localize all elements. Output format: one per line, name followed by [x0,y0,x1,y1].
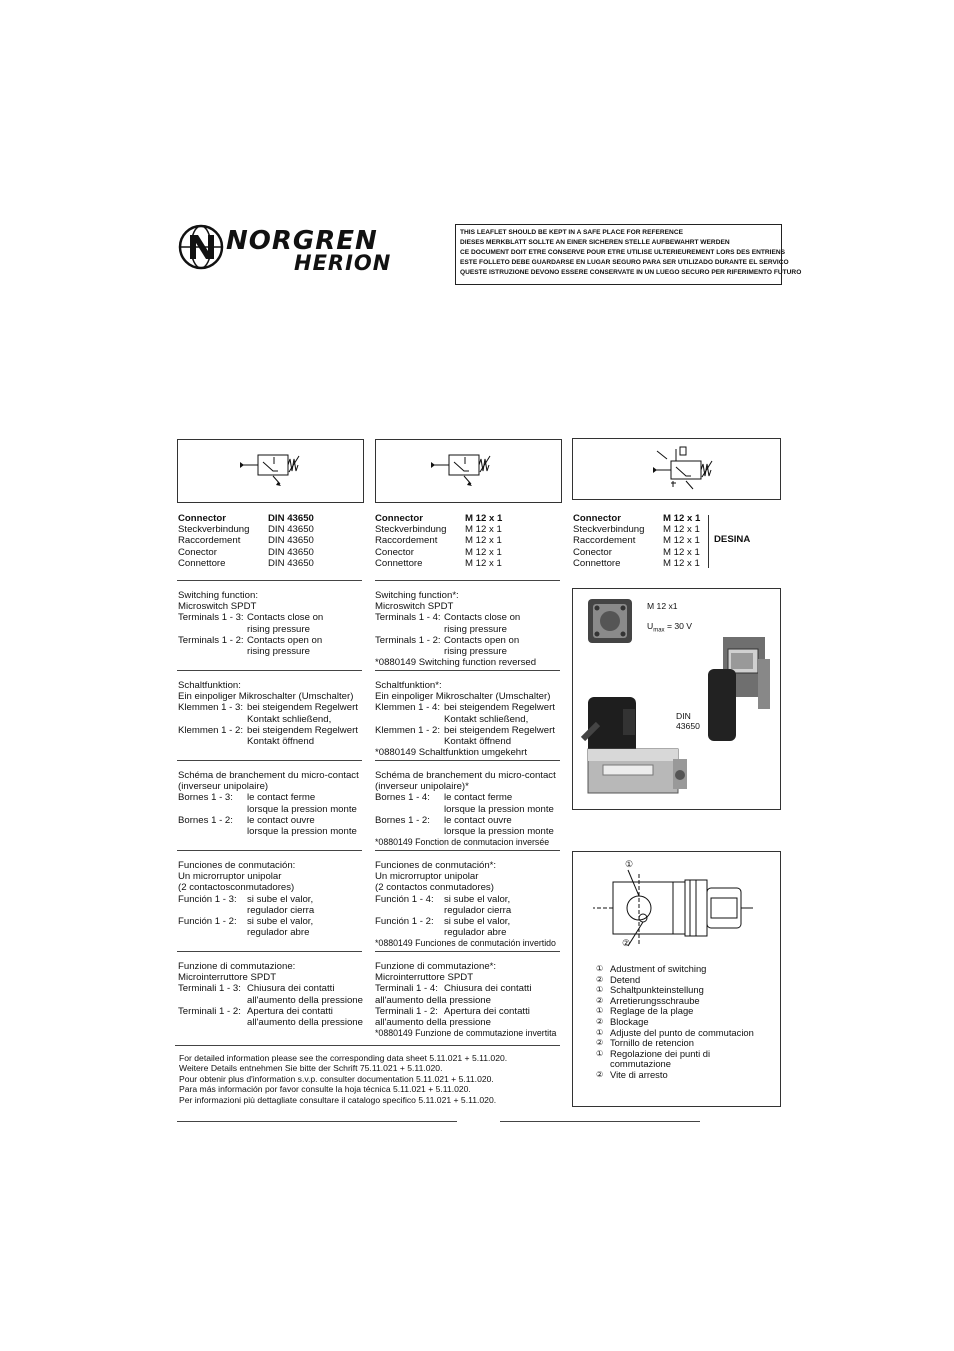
terminal-text: si sube el valor, [247,893,314,905]
switching-function-fr-1 [178,770,359,837]
connector-table-2 [375,513,560,569]
section-title: Schaltfunktion: [178,680,241,691]
terminal-text: Apertura dei contatti [444,1005,530,1017]
terminal-label: Función 1 - 4: [375,893,434,905]
terminal-label: Bornes 1 - 2: [178,814,233,826]
legend-text: Detend [610,973,641,985]
section-title: Switching function: [178,590,258,601]
data-sheet-reference [179,1053,507,1105]
divider [177,850,362,851]
switching-function-en-1 [178,590,323,657]
value: M 12 x 1 [663,557,700,569]
label: Conector [178,546,217,558]
value: DIN 43650 [268,546,314,558]
terminal-label: Bornes 1 - 4: [375,792,430,804]
section-title: Schéma de branchement du micro-contact [178,770,359,781]
divider [177,951,362,952]
label: Steckverbindung [178,524,250,536]
notice-line: ESTE FOLLETO DEBE GUARDARSE EN LUGAR SEGURO PARA SER UTILIZADO DURANTE EL SERVICO [460,259,789,266]
terminal-text: bei steigendem Regelwert [247,702,358,714]
pressure-switch-symbol-icon [178,440,363,502]
terminal-label: Terminals 1 - 3: [178,612,244,624]
terminal-label: Klemmen 1 - 2: [178,724,244,736]
section-sub: Un microrruptor unipolar [375,871,479,883]
terminal-label: Terminali 1 - 4: [375,983,438,995]
terminal-text: bei steigendem Regelwert [247,724,358,736]
terminal-text: le contact ouvre [444,814,512,826]
terminal-text: Contacts close on [444,612,521,624]
terminal-text: Chiusura dei contatti [247,983,335,995]
label: Connector [573,513,621,524]
reference-line: Weitere Details entnehmen Sie bitte der Schrift 75.11.021 + 5.11.020. [179,1063,443,1074]
terminal-text: Contacts close on [247,612,324,624]
terminal-text: all'aumento della pressione [375,1017,491,1029]
din-line: 43650 [676,721,700,732]
terminal-text: rising pressure [247,646,310,658]
label: Connector [375,513,423,524]
label: Raccordement [573,535,636,547]
umax-value: = 30 V [664,621,693,631]
notice-line: CE DOCUMENT DOIT ETRE CONSERVE POUR ETRE UTILISE ULTERIEUREMENT LORS DES ENTRIENS [460,249,786,256]
value: M 12 x 1 [465,546,502,558]
label: Connector [178,513,226,524]
terminal-label: Terminals 1 - 4: [375,612,441,624]
callout-1: ① [625,859,634,869]
terminal-text: le contact ferme [247,792,316,804]
bottom-rule-right [500,1121,700,1122]
reversed-note: *0880149 Switching function reversed [375,657,537,669]
section-title: Funzione di commutazione: [178,961,296,972]
label: Steckverbindung [375,524,447,536]
umax-label [647,621,692,636]
desina-label: DESINA [714,534,751,545]
value: M 12 x 1 [663,513,701,524]
terminal-text: rising pressure [444,623,507,635]
legend-text: Tornillo de retencion [610,1037,694,1049]
value: DIN 43650 [268,524,314,536]
label: Raccordement [375,535,438,547]
terminal-label: Función 1 - 2: [375,916,434,928]
legend-number: ① [596,964,604,973]
terminal-label: Bornes 1 - 2: [375,814,430,826]
reference-line: Pour obtenir plus d'information s.v.p. consulter documentation 5.11.021 + 5.11.020. [179,1073,494,1084]
section-sub: (2 contactos conmutadores) [375,882,494,894]
reversed-note: *0880149 Funciones de conmutación invertido [375,938,556,949]
terminal-text: regulador abre [247,927,310,939]
terminal-label: Klemmen 1 - 4: [375,702,441,714]
globe-n-icon [178,224,224,270]
legend-number: ② [596,1069,604,1079]
adjustment-drawing-box [572,851,781,1107]
switching-function-it-2 [375,961,556,1039]
terminal-label: Terminali 1 - 3: [178,983,241,995]
divider [375,760,560,761]
switch-symbol-box-2 [375,439,562,503]
terminal-label: Terminali 1 - 2: [178,1005,241,1017]
legend-text: Schaltpunkteinstellung [610,984,704,996]
terminal-label: Klemmen 1 - 2: [375,724,441,736]
adjustment-legend [596,964,776,1081]
terminal-text: si sube el valor, [444,893,511,905]
terminal-text: Kontakt schließend, [444,713,529,725]
reversed-note: *0880149 Funzione de commutazione invertita [375,1028,557,1039]
terminal-text: le contact ouvre [247,814,315,826]
terminal-text: bei steigendem Regelwert [444,702,555,714]
terminal-label: Función 1 - 2: [178,916,237,928]
notice-line: THIS LEAFLET SHOULD BE KEPT IN A SAFE PLACE FOR REFERENCE [460,229,683,236]
terminal-text: Apertura dei contatti [247,1005,333,1017]
section-sub: (inverseur unipolaire)* [375,781,469,793]
terminal-text: Kontakt öffnend [247,736,315,748]
bottom-rule-left [177,1121,457,1122]
callout-2: ② [622,938,631,948]
terminal-label: Terminali 1 - 2: [375,1005,438,1017]
brand-logo [178,222,418,274]
legend-text: Blockage [610,1015,649,1027]
section-title: Schéma de branchement du micro-contact [375,770,556,781]
din-line: DIN [676,711,691,721]
divider [177,670,362,671]
terminal-text: lorsque la pression monte [444,826,554,838]
legend-text: Adjuste del punto de commutacion [610,1026,754,1038]
switching-function-fr-2 [375,770,556,848]
value: DIN 43650 [268,535,314,547]
section-sub: Un microrruptor unipolar [178,871,282,883]
reference-line: Per informazioni più dettagliate consultare il catalogo specifico 5.11.021 + 5.11.020. [179,1094,497,1105]
switching-function-en-2 [375,590,536,668]
divider [375,850,560,851]
value: M 12 x 1 [465,557,502,569]
reversed-note: *0880149 Schaltfunktion umgekehrt [375,747,528,759]
label: Raccordement [178,535,241,547]
label: Connettore [375,557,423,569]
adjustment-screw-drawing-icon [573,852,780,952]
legend-number: ① [596,985,604,995]
label: Connettore [178,557,226,569]
terminal-text: all'aumento della pressione [247,1017,363,1029]
value: DIN 43650 [268,557,314,569]
m12-label: M 12 x1 [647,601,678,611]
section-sub: Ein einpoliger Mikroschalter (Umschalter) [375,691,551,703]
legend-number: ① [596,1048,604,1058]
terminal-text: Contacts open on [247,634,323,646]
section-title: Funciones de conmutación*: [375,860,497,871]
switch-symbol-box-1 [177,439,364,503]
section-sub: Microswitch SPDT [375,601,454,613]
legend-text: Adustment of switching [610,963,707,974]
terminal-text: regulador abre [444,927,507,939]
legend-item [596,1070,776,1081]
section-sub: Microswitch SPDT [178,601,257,613]
connector-table-1 [178,513,363,569]
section-sub: Microinterruttore SPDT [178,972,277,984]
terminal-text: regulador cierra [247,904,315,916]
terminal-text: rising pressure [444,646,507,658]
switch-symbol-box-3 [572,438,781,500]
section-title: Switching function*: [375,590,459,601]
legend-item [596,964,776,975]
logo-herion: HERION [294,251,392,275]
legend-text: Arretierungsschraube [610,994,700,1006]
legend-number [596,1059,610,1070]
section-title: Schaltfunktion*: [375,680,442,691]
switching-function-de-1 [178,680,358,747]
legend-text: Regolazione dei punti di [610,1047,711,1059]
legend-number: ① [596,1027,604,1037]
legend-number: ② [596,995,604,1005]
reference-line: For detailed information please see the corresponding data sheet 5.11.021 + 5.11.020. [179,1053,508,1063]
legend-text: commutazione [610,1058,671,1070]
terminal-text: all'aumento della pressione [247,994,363,1006]
reversed-note: *0880149 Fonction de conmutacion inversée [375,837,550,848]
label: Steckverbindung [573,524,645,536]
pressure-switch-symbol-icon [376,440,561,502]
label: Conector [375,546,414,558]
switching-function-it-1 [178,961,363,1028]
notice-line: DIESES MERKBLATT SOLLTE AN EINER SICHEREN STELLE AUFBEWAHRT WERDEN [460,239,730,246]
switching-function-de-2 [375,680,555,758]
label: Conector [573,546,612,558]
terminal-text: lorsque la pression monte [247,826,357,838]
terminal-text: lorsque la pression monte [444,803,554,815]
legend-number: ② [596,974,604,984]
terminal-text: rising pressure [247,623,310,635]
terminal-text: lorsque la pression monte [247,803,357,815]
legend-number: ② [596,1016,604,1026]
terminal-label: Klemmen 1 - 3: [178,702,244,714]
pressure-switch-symbol-icon [573,439,780,499]
terminal-text: regulador cierra [444,904,512,916]
terminal-text: Chiusura dei contatti [444,983,532,995]
label: Connettore [573,557,621,569]
value: M 12 x 1 [465,535,502,547]
terminal-text: Kontakt schließend, [247,713,332,725]
divider [375,670,560,671]
value: M 12 x 1 [663,535,700,547]
value: M 12 x 1 [465,513,503,524]
legend-text: Vite di arresto [610,1068,668,1080]
umax-u: U [647,621,654,631]
divider [177,760,362,761]
safekeeping-notice [455,224,802,285]
din-label [676,711,700,732]
divider [375,951,560,952]
desina-divider [708,515,709,568]
reference-line: Para más información por favor consulte la hoja técnica 5.11.021 + 5.11.020. [179,1084,471,1095]
terminal-label: Terminals 1 - 2: [375,634,441,646]
terminal-text: le contact ferme [444,792,513,804]
section-title: Funciones de conmutación: [178,860,296,871]
divider [375,580,560,581]
value: M 12 x 1 [663,524,700,536]
value: DIN 43650 [268,513,314,524]
legend-item [596,1017,776,1028]
product-photo-box [572,588,781,810]
divider [175,1045,560,1046]
terminal-text: si sube el valor, [247,916,314,928]
notice-line: QUESTE ISTRUZIONE DEVONO ESSERE CONSERVATE IN UN LUEGO SECURO PER RIFERIMENTO FUTURO [460,269,802,276]
section-sub: Ein einpoliger Mikroschalter (Umschalter) [178,691,354,703]
terminal-label: Terminals 1 - 2: [178,634,244,646]
legend-text: Reglage de la plage [610,1005,694,1017]
value: M 12 x 1 [465,524,502,536]
terminal-text: bei steigendem Regelwert [444,724,555,736]
value: M 12 x 1 [663,546,700,558]
terminal-text: Contacts open on [444,634,520,646]
terminal-label: Función 1 - 3: [178,893,237,905]
umax-sub: max [653,627,665,634]
section-sub: (inverseur unipolaire) [178,781,269,793]
terminal-text: si sube el valor, [444,916,511,928]
terminal-text: Kontakt öffnend [444,736,512,748]
legend-number: ② [596,1038,604,1048]
section-sub: Microinterruttore SPDT [375,972,474,984]
legend-number: ① [596,1006,604,1016]
logo-norgren: NORGREN [226,226,378,256]
switching-function-es-1 [178,860,314,938]
section-sub: (2 contactosconmutadores) [178,882,295,894]
section-title: Funzione di commutazione*: [375,961,497,972]
terminal-text: all'aumento della pressione [375,994,491,1006]
terminal-label: Bornes 1 - 3: [178,792,233,804]
divider [177,580,362,581]
switching-function-es-2 [375,860,556,950]
